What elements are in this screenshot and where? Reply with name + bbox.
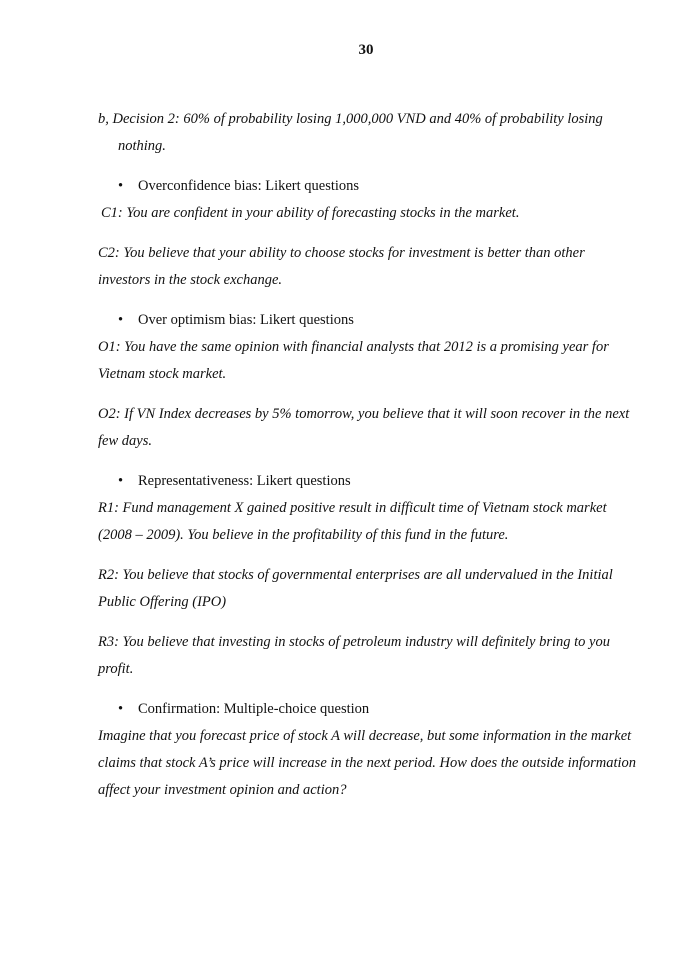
question-o1: O1: You have the same opinion with financial analysts that 2012 is a promising year for Vietnam stock market. bbox=[98, 339, 609, 382]
bullet-overconfidence bbox=[98, 173, 638, 200]
representativeness-heading: Representativeness: Likert questions bbox=[138, 473, 351, 489]
confirmation-question: Imagine that you forecast price of stock A will decrease, but some information in the market claims that stock A’s price will increase in the next period. How does the outside information affect your investment opinion and action? bbox=[98, 728, 637, 798]
decision-2-text: b, Decision 2: 60% of probability losing 1,000,000 VND and 40% of probability losing nothing. bbox=[98, 111, 603, 154]
bullet-icon: • bbox=[118, 701, 124, 717]
bullet-icon: • bbox=[118, 312, 124, 328]
page-number: 30 bbox=[358, 42, 374, 58]
optimism-heading: Over optimism bias: Likert questions bbox=[138, 312, 354, 328]
bullet-representativeness bbox=[98, 468, 638, 495]
bullet-icon: • bbox=[118, 178, 124, 194]
question-c1: C1: You are confident in your ability of forecasting stocks in the market. bbox=[101, 205, 520, 221]
question-r2: R2: You believe that stocks of governmental enterprises are all undervalued in the Initial Public Offering (IPO) bbox=[98, 567, 613, 610]
confirmation-heading: Confirmation: Multiple-choice question bbox=[138, 701, 370, 717]
question-r3: R3: You believe that investing in stocks of petroleum industry will definitely bring to you profit. bbox=[98, 634, 610, 677]
question-c2: C2: You believe that your ability to choose stocks for investment is better than other investors in the stock exchange. bbox=[98, 245, 585, 288]
overconfidence-heading: Overconfidence bias: Likert questions bbox=[138, 178, 360, 194]
question-o2: O2: If VN Index decreases by 5% tomorrow, you believe that it will soon recover in the next few days. bbox=[98, 406, 630, 449]
bullet-confirmation bbox=[98, 696, 638, 723]
document-body bbox=[98, 106, 638, 804]
question-r1: R1: Fund management X gained positive result in difficult time of Vietnam stock market (2008 – 2009). You believe in the profitability of this fund in the future. bbox=[98, 500, 607, 543]
bullet-over-optimism bbox=[98, 307, 638, 334]
bullet-icon: • bbox=[118, 473, 124, 489]
